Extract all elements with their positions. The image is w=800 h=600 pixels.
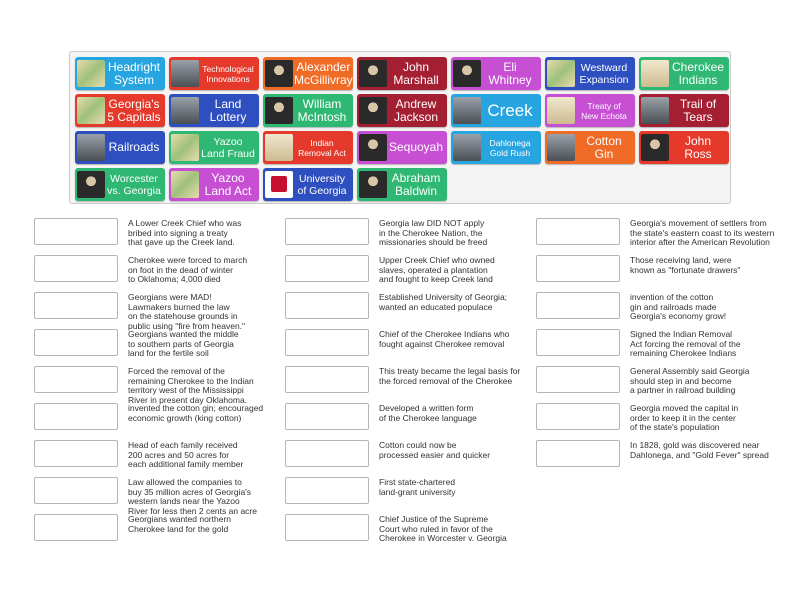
answer-tile-label: Sequoyah: [388, 140, 444, 154]
drop-target-box[interactable]: [285, 477, 369, 504]
drop-target-box[interactable]: [285, 366, 369, 393]
drop-target-box[interactable]: [285, 440, 369, 467]
answer-tile-label: Yazoo Land Fraud: [201, 135, 255, 160]
answer-tile[interactable]: [263, 57, 353, 90]
answer-tile[interactable]: [75, 94, 165, 127]
drop-target-box[interactable]: [34, 477, 118, 504]
portrait-icon: [359, 60, 387, 87]
clue-text: Georgia law DID NOT apply in the Cherokee Nation, the missionaries should be freed: [379, 218, 488, 248]
answer-tile-label: Cherokee Indians: [671, 59, 725, 87]
answer-tile[interactable]: [169, 57, 259, 90]
answer-tile[interactable]: [639, 131, 729, 164]
answer-tile[interactable]: [169, 168, 259, 201]
drop-target-box[interactable]: [34, 218, 118, 245]
drop-target-box[interactable]: [285, 403, 369, 430]
georgia-map-icon: [77, 60, 105, 87]
answer-tile-label: Dahlonega Gold Rush: [489, 137, 531, 158]
answer-tile[interactable]: [169, 94, 259, 127]
answer-tile-label: Yazoo Land Act: [204, 170, 252, 198]
answer-tile[interactable]: [545, 94, 635, 127]
clue-text: invention of the cotton gin and railroads made Georgia's economy grow!: [630, 292, 727, 322]
drop-target-box[interactable]: [34, 329, 118, 356]
document-image-icon: [265, 134, 293, 161]
answer-tile[interactable]: [75, 131, 165, 164]
painting-icon: [641, 97, 669, 124]
answer-tile[interactable]: [263, 131, 353, 164]
drop-target-box[interactable]: [536, 366, 620, 393]
drop-target-box[interactable]: [34, 440, 118, 467]
answer-tile[interactable]: [545, 131, 635, 164]
creek-sign-icon: [453, 97, 481, 124]
drop-target-box[interactable]: [34, 514, 118, 541]
document-image-icon: [641, 60, 669, 87]
clue-text: Chief of the Cherokee Indians who fought against Cherokee removal: [379, 329, 510, 349]
drop-target-box[interactable]: [34, 292, 118, 319]
portrait-icon: [453, 60, 481, 87]
answer-tile[interactable]: [357, 94, 447, 127]
answer-tile-label: Alexander McGillivray: [294, 59, 353, 87]
drop-target-box[interactable]: [34, 403, 118, 430]
clue-text: Law allowed the companies to buy 35 million acres of Georgia's western lands near the Yazoo River for less then 2 cents an acre: [128, 477, 257, 516]
answer-tile-label: Worcester vs. Georgia: [107, 172, 161, 197]
answer-tile[interactable]: [451, 57, 541, 90]
wagon-image-icon: [547, 60, 575, 87]
portraits-icon: [77, 171, 105, 198]
answer-tile[interactable]: [75, 168, 165, 201]
drop-target-box[interactable]: [34, 255, 118, 282]
drop-target-box[interactable]: [536, 440, 620, 467]
clue-text: Georgia moved the capital in order to keep it in the center of the state's population: [630, 403, 739, 433]
clue-text: Cotton could now be processed easier and quicker: [379, 440, 491, 460]
answer-tile-label: Treaty of New Echota: [581, 100, 627, 121]
clue-text: Chief Justice of the Supreme Court who ruled in favor of the Cherokee in Worcester v. Georgia: [379, 514, 507, 544]
answer-tile-label: Andrew Jackson: [393, 96, 439, 124]
answer-tile-label: Land Lottery: [209, 96, 247, 124]
answer-tile-label: Eli Whitney: [488, 59, 532, 87]
drop-target-box[interactable]: [536, 403, 620, 430]
portrait-icon: [265, 60, 293, 87]
answer-tile-label: Cotton Gin: [586, 133, 622, 161]
answer-tile-label: William McIntosh: [297, 96, 347, 124]
uga-logo-icon: [265, 171, 293, 198]
answer-tile-label: Railroads: [108, 140, 160, 154]
clue-text: Upper Creek Chief who owned slaves, operated a plantation and fought to keep Creek land: [379, 255, 495, 285]
answer-tile[interactable]: [639, 94, 729, 127]
portrait-icon: [359, 134, 387, 161]
drop-target-box[interactable]: [536, 292, 620, 319]
answer-tile-label: University of Georgia: [297, 172, 347, 197]
clue-text: Those receiving land, were known as "fortunate drawers": [630, 255, 741, 275]
clue-text: Established University of Georgia; wanted an educated populace: [379, 292, 508, 312]
gold-rush-image-icon: [453, 134, 481, 161]
drop-target-box[interactable]: [285, 255, 369, 282]
clue-text: Head of each family received 200 acres and 50 acres for each additional family member: [128, 440, 244, 470]
drop-target-box[interactable]: [536, 255, 620, 282]
clue-text: A Lower Creek Chief who was bribed into signing a treaty that gave up the Creek land.: [128, 218, 242, 248]
clue-text: Signed the Indian Removal Act forcing the removal of the remaining Cherokee Indians: [630, 329, 741, 359]
lottery-wheel-icon: [171, 97, 199, 124]
clue-text: In 1828, gold was discovered near Dahlonega, and "Gold Fever" spread: [630, 440, 769, 460]
document-image-icon: [547, 97, 575, 124]
drop-target-box[interactable]: [536, 329, 620, 356]
drop-target-box[interactable]: [285, 329, 369, 356]
clue-text: invented the cotton gin; encouraged economic growth (king cotton): [128, 403, 264, 423]
cotton-gin-image-icon: [547, 134, 575, 161]
drop-target-box[interactable]: [285, 292, 369, 319]
answer-tile-label: Abraham Baldwin: [391, 170, 441, 198]
answer-tile-label: John Marshall: [393, 59, 439, 87]
portrait-icon: [641, 134, 669, 161]
answer-tile-label: Indian Removal Act: [298, 137, 346, 158]
clue-text: General Assembly said Georgia should step in and become a partner in railroad building: [630, 366, 750, 396]
answer-tile[interactable]: [451, 131, 541, 164]
drop-target-box[interactable]: [536, 218, 620, 245]
map-image-icon: [171, 171, 199, 198]
portrait-icon: [265, 97, 293, 124]
factory-image-icon: [171, 60, 199, 87]
land-image-icon: [171, 134, 199, 161]
clue-text: This treaty became the legal basis for the forced removal of the Cherokee: [379, 366, 521, 386]
clue-text: Georgia's movement of settlers from the state's eastern coast to its western interior after the American Revolution: [630, 218, 775, 248]
clue-text: Forced the removal of the remaining Cherokee to the Indian territory west of the Mississippi River in present day Oklahoma.: [128, 366, 254, 405]
answer-tile[interactable]: [75, 57, 165, 90]
clue-text: Georgians wanted northern Cherokee land for the gold: [128, 514, 232, 534]
answer-tile[interactable]: [357, 168, 447, 201]
answer-tile-label: Georgia's 5 Capitals: [107, 96, 161, 124]
answer-tile-label: John Ross: [684, 133, 712, 161]
clue-text: Developed a written form of the Cherokee language: [379, 403, 477, 423]
clue-text: First state-chartered land-grant university: [379, 477, 456, 497]
train-image-icon: [77, 134, 105, 161]
answer-tile-label: Technological Innovations: [202, 63, 254, 84]
answer-tile-label: Trail of Tears: [679, 96, 717, 124]
clue-text: Georgians wanted the middle to southern parts of Georgia land for the fertile soil: [128, 329, 239, 359]
drop-target-box[interactable]: [285, 514, 369, 541]
answer-tile-bank: [69, 51, 731, 204]
georgia-map-icon: [77, 97, 105, 124]
answer-tile-label: Westward Expansion: [579, 61, 629, 86]
answer-tile[interactable]: [169, 131, 259, 164]
clue-text: Georgians were MAD! Lawmakers burned the law on the statehouse grounds in public using "fire from heaven.": [128, 292, 246, 331]
portrait-icon: [359, 97, 387, 124]
clue-text: Cherokee were forced to march on foot in the dead of winter to Oklahoma; 4,000 died: [128, 255, 248, 285]
answer-tile-label: Creek: [487, 100, 533, 120]
answer-tile[interactable]: [357, 131, 447, 164]
answer-tile[interactable]: [263, 168, 353, 201]
answer-tile[interactable]: [357, 57, 447, 90]
answer-tile-label: Headright System: [107, 59, 161, 87]
drop-target-box[interactable]: [34, 366, 118, 393]
answer-tile[interactable]: [263, 94, 353, 127]
answer-tile[interactable]: [545, 57, 635, 90]
answer-tile[interactable]: [451, 94, 541, 127]
portrait-icon: [359, 171, 387, 198]
answer-tile[interactable]: [639, 57, 729, 90]
drop-target-box[interactable]: [285, 218, 369, 245]
